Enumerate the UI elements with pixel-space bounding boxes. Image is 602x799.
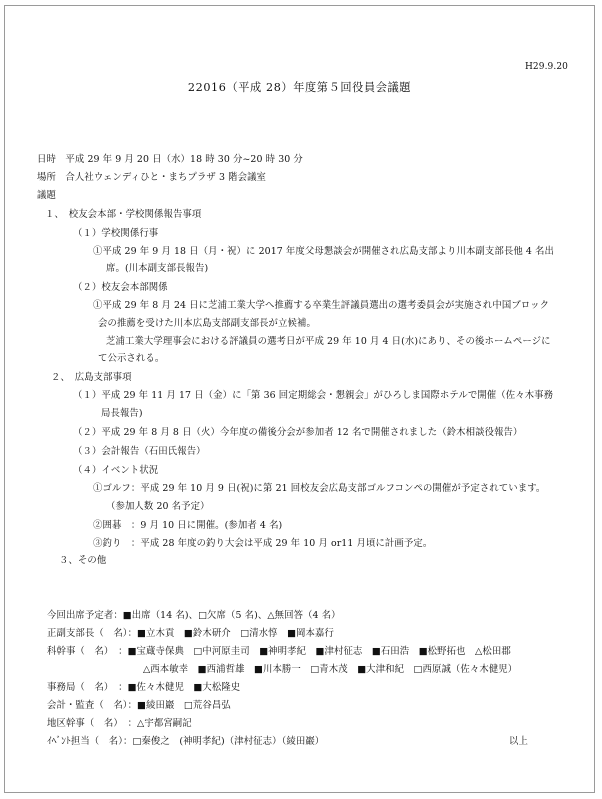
- section-2-1-text-cont: 局長報告): [101, 408, 143, 419]
- section-2-4-heading: （４）イベント状況: [73, 465, 159, 476]
- agenda-label: 議題: [37, 190, 56, 201]
- section-3-heading: ３、その他: [59, 555, 107, 566]
- document-page: [4, 5, 595, 793]
- section-1-2-heading: （２）校友会本部関係: [73, 282, 168, 293]
- attendance-secretariat: 事務局（ 名） ：■佐々木健児 ■大松隆史: [47, 682, 241, 693]
- event-golf: ①ゴルフ：平成 29 年 10 月 9 日(祝)に第 21 回校友会広島支部ゴルフコンペの開催が予定されています。: [93, 483, 546, 494]
- attendance-district: 地区幹事（ 名） ：△宇都宮嗣記: [47, 718, 192, 729]
- section-1-heading: １、 校友会本部・学校関係報告事項: [45, 209, 202, 220]
- section-2-heading: ２、 広島支部事項: [51, 372, 132, 383]
- section-1-1-text: ①平成 29 年 9 月 18 日（月・祝）に 2017 年度父母懇談会が開催され広島支部より川本副支部長他 4 名出: [93, 246, 554, 257]
- event-go: ②囲碁 ：9 月 10 日に開催。(参加者 4 名): [93, 520, 283, 531]
- meeting-datetime: 日時 平成 29 年 9 月 20 日（水）18 時 30 分~20 時 30 分: [37, 154, 303, 165]
- event-golf-participants: （参加人数 20 名予定）: [106, 501, 210, 512]
- section-1-1-heading: （１）学校関係行事: [73, 228, 159, 239]
- attendance-vice-presidents: 正副支部長（ 名）：■立木貢 ■鈴木研介 □清水惇 ■岡本嘉行: [47, 628, 334, 639]
- section-1-2-text: ①平成 29 年 8 月 24 日に芝浦工業大学へ推薦する卒業生評議員選出の選考委員会が実施され中国ブロック: [93, 300, 550, 311]
- section-1-2-text-2: 芝浦工業大学理事会における評議員の選考日が平成 29 年 10 月 4 日(水)にあり、その後ホームページに: [106, 336, 551, 347]
- section-2-3-text: （３）会計報告（石田氏報告）: [73, 446, 206, 457]
- attendance-event: ｲﾍﾞﾝﾄ担当（ 名）：□秦俊之 (神明孝紀)（津村征志）（綾田巖）: [47, 736, 325, 747]
- document-date: H29.9.20: [524, 62, 568, 72]
- section-1-2-text-2-cont: て公示される。: [98, 353, 165, 364]
- meeting-place: 場所 合人社ウェンディひと・まちプラザ 3 階会議室: [37, 172, 267, 183]
- section-2-1-text: （１）平成 29 年 11 月 17 日（金）に「第 36 回定期総会・懇親会」がひろしま国際ホテルで開催（佐々木事務: [73, 390, 554, 401]
- event-fishing: ③釣り ：平成 28 年度の釣り大会は平成 29 年 10 月 or11 月頃に計画予定。: [93, 538, 433, 549]
- attendance-audit: 会計・監査（ 名）：■綾田巖 □荒谷昌弘: [47, 700, 231, 711]
- document-title: 22016（平成 28）年度第５回役員会議題: [187, 81, 412, 94]
- section-2-2-text: （２）平成 29 年 8 月 8 日（火）今年度の備後分会が参加者 12 名で開催されました（鈴木相談役報告）: [73, 427, 523, 438]
- section-1-1-text-cont: 席。(川本副支部長報告): [106, 263, 209, 274]
- closing-remark: 以上: [509, 736, 528, 747]
- section-1-2-text-cont: 会の推薦を受けた川本広島支部副支部長が立候補。: [98, 318, 316, 329]
- attendance-summary: 今回出席予定者：■出席（14 名)、□欠席（5 名)、△無回答（4 名）: [47, 610, 341, 621]
- attendance-officers: 科幹事（ 名） ：■宝蔵寺保典 □中河原圭司 ■神明孝紀 ■津村征志 ■石田浩 ■松野拓也 △松田郡: [47, 646, 511, 657]
- attendance-officers-cont: △西本敏幸 ■西浦哲雄 ■川本勝一 □青木茂 ■大津和紀 □西原誠（佐々木健児）: [143, 664, 518, 675]
